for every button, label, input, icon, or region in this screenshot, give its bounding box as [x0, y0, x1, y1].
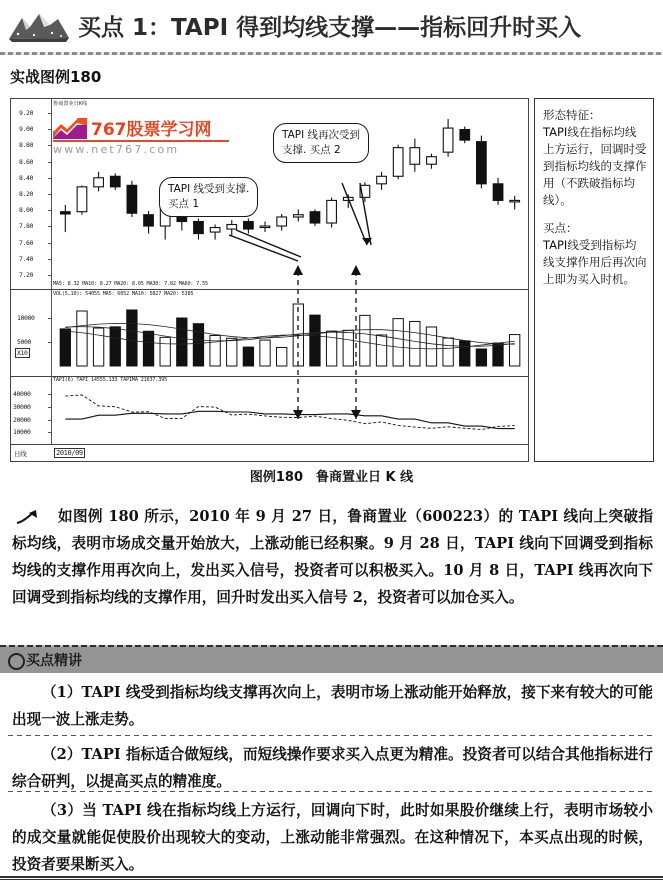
callout-2-line-2: 支撑. 买点 2 [282, 144, 341, 156]
price-tick-label: 7.40 [19, 254, 34, 263]
figure-caption: 图例180 鲁商置业日 K 线 [249, 470, 414, 485]
explain-item-2: （2）TAPI 指标适合做短线，而短线操作要求买入点更为精准。投资者可以结合其他指标进行综合研判，以提高买点的精准度。 [12, 746, 653, 790]
price-pane [11, 99, 528, 289]
item-divider-1 [8, 735, 655, 736]
circle-icon [8, 653, 25, 670]
price-tick-label: 8.20 [19, 190, 34, 198]
watermark-url: www.net767.com [53, 143, 180, 156]
price-tick-label: 8.00 [19, 206, 34, 215]
volume-tick-label: 10000 [17, 314, 35, 323]
callout-1-line-2: 买点 1 [168, 198, 200, 210]
volume-tick-label: 5000 [17, 338, 32, 347]
price-tick-label: 9.00 [19, 125, 34, 134]
explain-item-3: （3）当 TAPI 线在指标均线上方运行，回调向下时，此时如果股价继续上行，表明市场较小的成交量就能促使股价出现较大的变动，上涨动能非常强烈。在这种情况下，本买点出现的时候，投资者要果断买入。 [12, 802, 653, 873]
tapi-tick-label: 40000 [13, 390, 31, 399]
tapi-series [11, 377, 528, 445]
callout-1-line-1: TAPI 线受到支撑. [168, 183, 250, 195]
volume-pane [11, 289, 528, 376]
side-box-paragraph-1: TAPI线在指标均线上方运行，回调时受到指标均线的支撑作用（不跌破指标均线）。 [543, 125, 647, 207]
tapi-tick-label: 20000 [13, 415, 31, 424]
volume-unit-label: X10 [17, 349, 28, 357]
side-box-paragraph-2: TAPI线受到指标均线支撑作用后再次向上即为买入时机。 [543, 238, 647, 286]
mountain-icon [6, 8, 72, 44]
page-header [0, 4, 663, 50]
explain-section-band [0, 647, 663, 673]
price-tick-label: 8.40 [19, 173, 34, 182]
side-box-heading-2: 买点： [543, 221, 578, 235]
volume-bars [11, 290, 528, 376]
price-tick-label: 9.20 [19, 109, 34, 117]
price-tick-label: 8.80 [19, 141, 34, 150]
callout-buy-point-2 [273, 123, 369, 163]
date-axis [11, 444, 528, 461]
explain-section-title: 买点精讲 [26, 653, 82, 669]
figure-section-label: 实战图例180 [10, 68, 102, 86]
price-tick-label: 7.80 [19, 222, 34, 231]
page-title: 买点 1：TAPI 得到均线支撑——指标回升时买入 [78, 15, 582, 41]
watermark-brand: 767股票学习网 [91, 120, 212, 140]
feature-description-box [534, 98, 654, 462]
price-status-line: MA5: 8.32 MA10: 8.27 MA20: 8.05 MA30: 7.82 MA60: 7.55 [53, 281, 208, 287]
callout-buy-point-1 [159, 177, 258, 217]
tapi-tick-label: 30000 [13, 402, 31, 411]
tapi-status-line: TAPI(6) TAPI 14555.133 TAPIMA 21637.395 [53, 377, 168, 383]
item-divider-2 [8, 791, 655, 792]
chart-area [10, 98, 653, 460]
tapi-tick-label: 10000 [13, 428, 31, 437]
page-bottom-rule [0, 876, 663, 880]
price-tick-label: 7.60 [19, 238, 34, 247]
price-tick-label: 7.20 [19, 271, 34, 279]
price-pane-title: 鲁商置业日K线 [53, 101, 88, 107]
date-label: 2010/09 [56, 449, 83, 457]
main-paragraph: 如图例 180 所示，2010 年 9 月 27 日，鲁商置业（600223）的 TAPI 线向上突破指标均线，表明市场成交量开始放大，上涨动能已经积聚。9 月 28 日，TAPI 线向下回调受到指标均线的支撑作用再次向上，发出买入信号，投资者可以积极买入。10 月 8 日，TAPI 线再次向下回调受到指标均线的支撑作用，回升时发出买入信号 2，投资者可以加仓买入。 [12, 508, 653, 606]
side-box-spacer [543, 209, 647, 220]
candlestick-series [11, 99, 528, 289]
explain-item-1: （1）TAPI 线受到指标均线支撑再次向上，表明市场上涨动能开始释放，接下来有较大的可能出现一波上涨走势。 [12, 684, 653, 728]
price-tick-label: 8.60 [19, 157, 34, 166]
stock-chart[interactable] [10, 98, 529, 462]
callout-2-line-1: TAPI 线再次受到 [282, 129, 361, 141]
date-corner-label: 日线 [14, 450, 27, 458]
volume-status-line: VOL(5,10): 54055 MA5: 6052 MA10: 5827 MA20: 5385 [53, 291, 194, 297]
header-divider [0, 52, 663, 55]
tapi-pane [11, 376, 528, 445]
side-box-heading-1: 形态特征： [543, 108, 601, 122]
